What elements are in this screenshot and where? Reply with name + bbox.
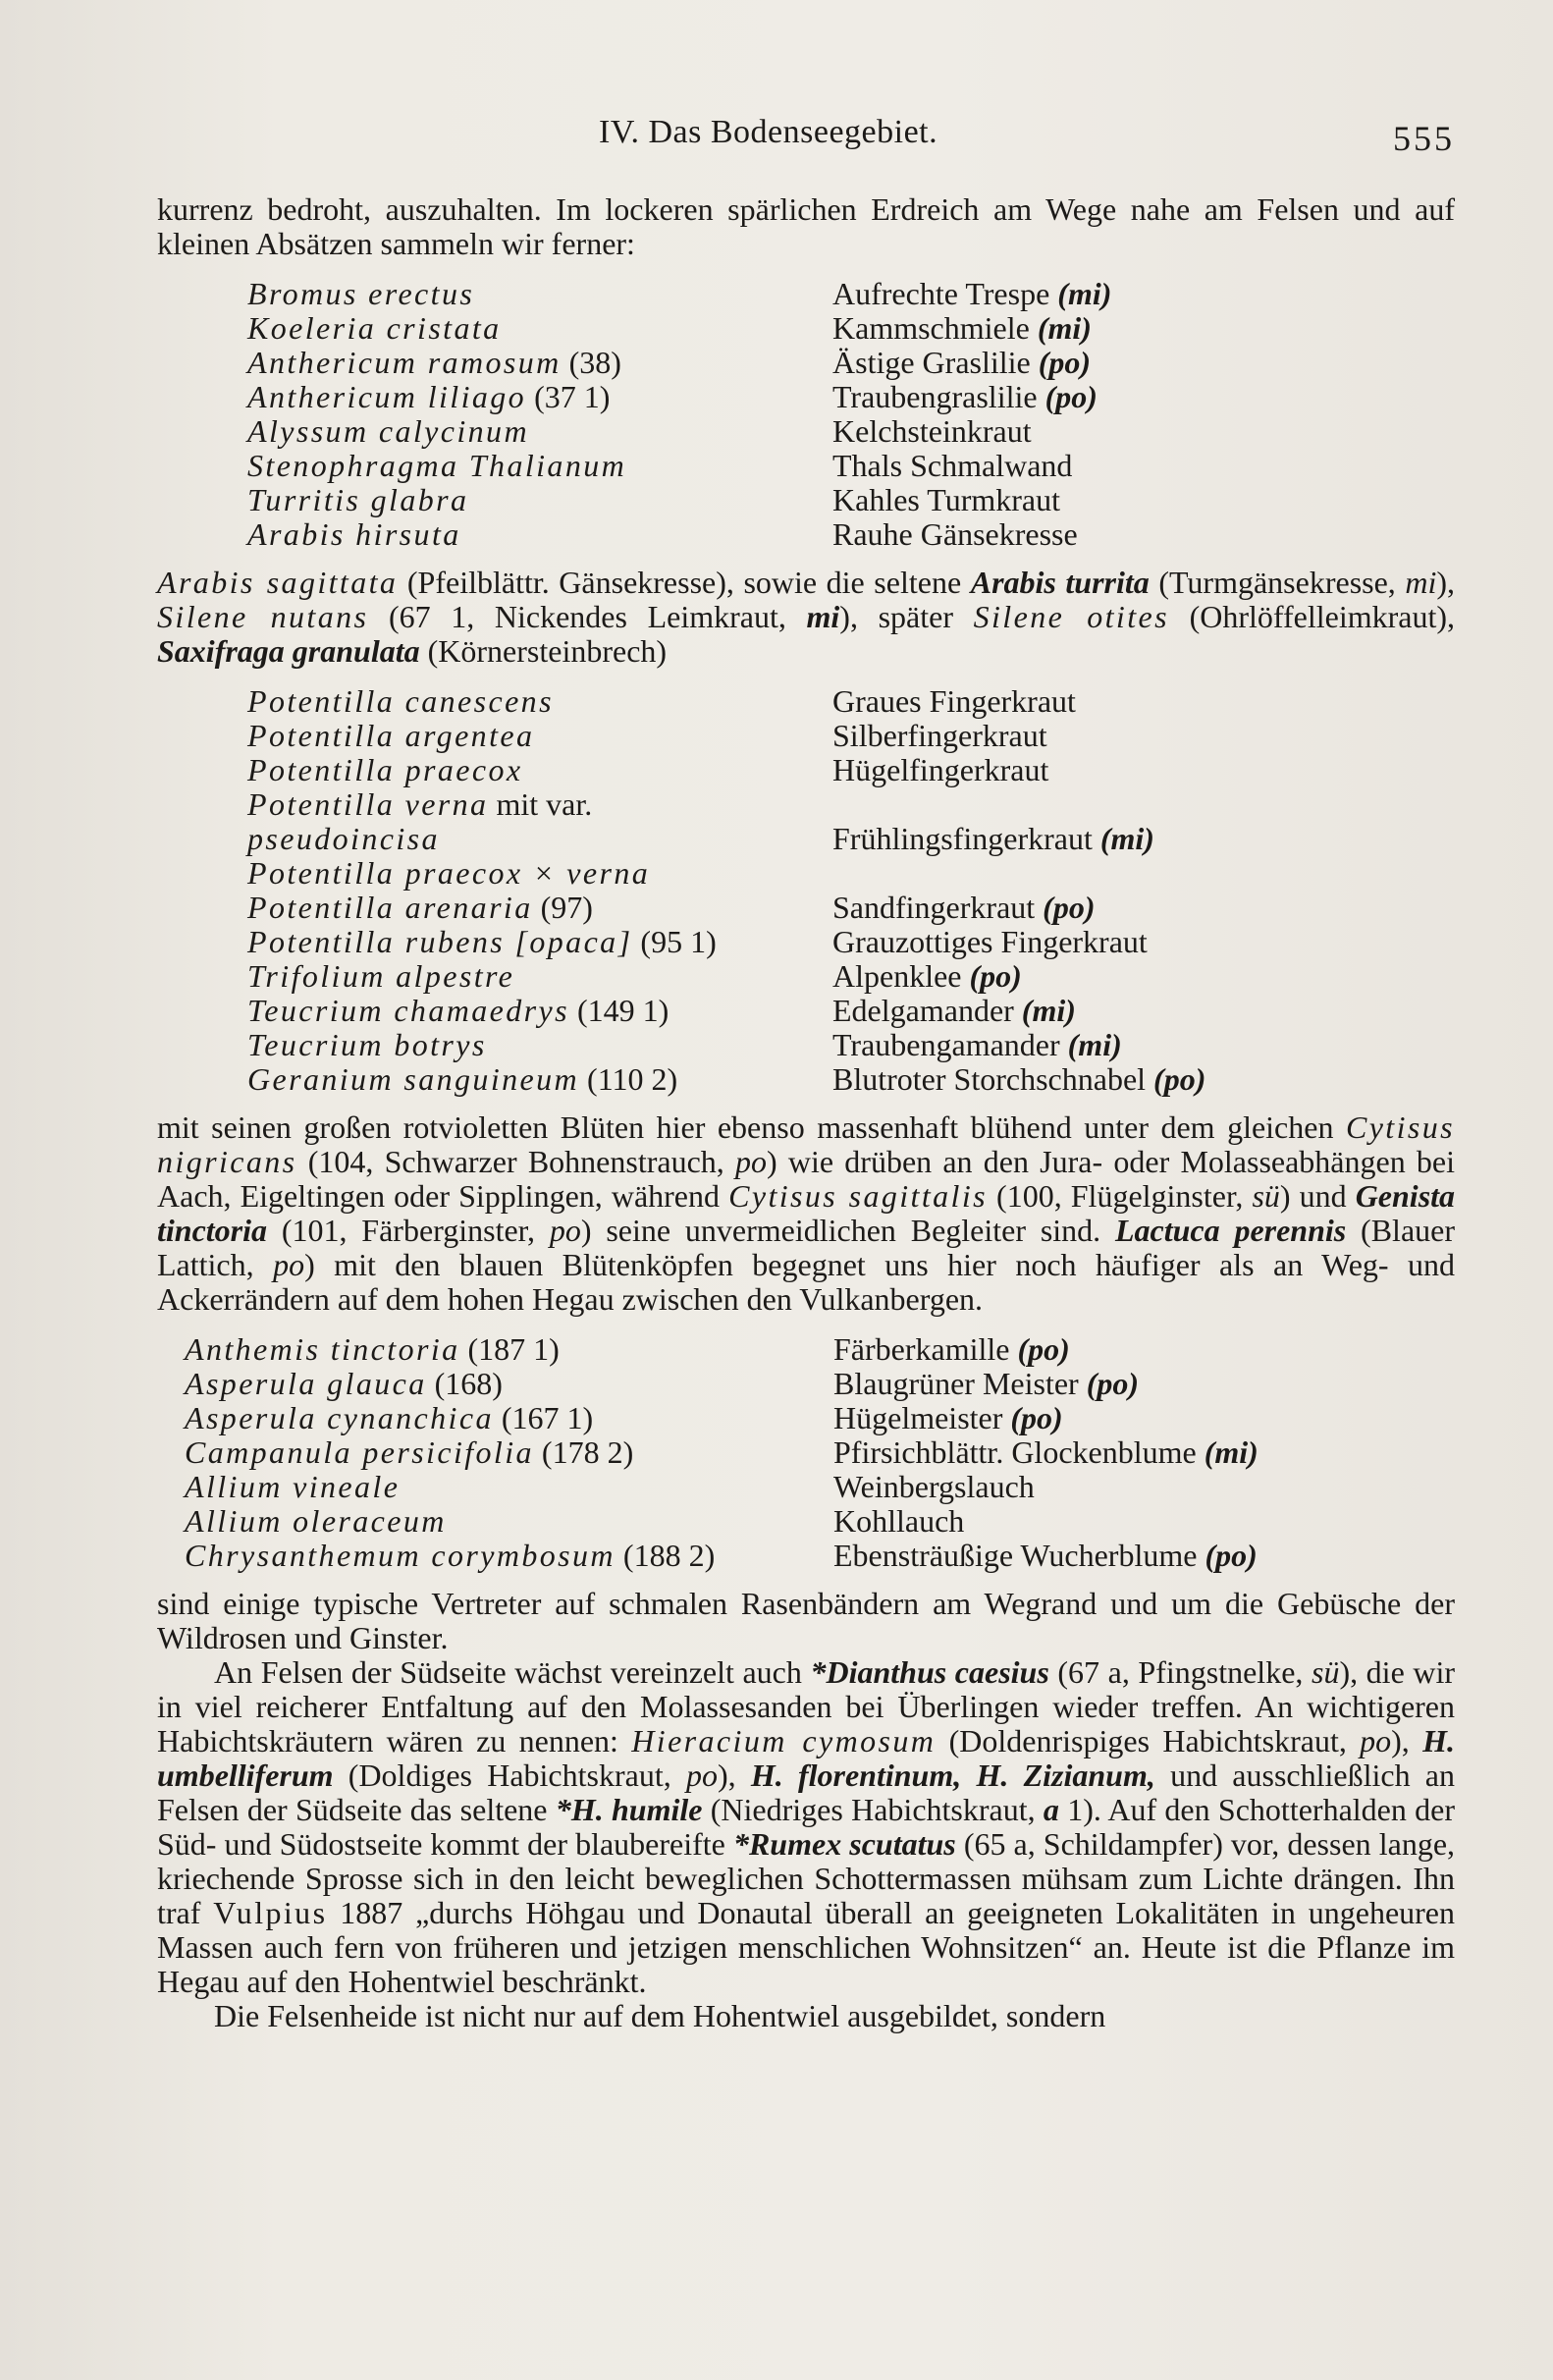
figure-reference: (178 2) (541, 1434, 634, 1470)
plant-row (247, 994, 1455, 1028)
chapter-title: IV. Das Bodenseegebiet. (599, 114, 938, 150)
german-name: Aufrechte Trespe (832, 276, 1050, 311)
plant-row (247, 449, 1455, 483)
plant-row (185, 1470, 1455, 1504)
plant-row (185, 1367, 1455, 1401)
latin-name-cell (247, 856, 832, 891)
latin-name: Potentilla argentea (247, 718, 535, 753)
latin-name-cell (247, 1028, 832, 1062)
figure-reference: (110 2) (587, 1061, 678, 1097)
german-name-cell (832, 311, 1455, 346)
latin-name: Potentilla verna (247, 786, 489, 822)
habitat-tag: (po) (1017, 1331, 1070, 1367)
page-number: 555 (1393, 119, 1455, 158)
german-name-cell (833, 1539, 1455, 1573)
habitat-tag: (mi) (1037, 310, 1092, 346)
latin-name: Potentilla canescens (247, 683, 554, 719)
latin-name: Bromus erectus (247, 276, 475, 311)
paragraph-intro: kurrenz bedroht, auszuhalten. Im lockeren spärlichen Erdreich am Wege nahe am Felsen und auf kleinen Absätzen sammeln wir ferner: (157, 191, 1455, 261)
german-name: Kahles Turmkraut (832, 482, 1060, 517)
plant-row (247, 959, 1455, 994)
figure-reference: mit var. (496, 786, 593, 822)
german-name-cell (832, 517, 1455, 552)
german-name-cell (833, 1435, 1455, 1470)
habitat-tag: (po) (1153, 1061, 1206, 1097)
paragraph-felsen: An Felsen der Südseite wächst vereinzelt auch *Dianthus caesius (67 a, Pfingstnelke, sü), die wir in viel reicherer Entfaltung auf den Molassesanden bei Überlingen wieder treffen. An wichtigeren Habichtskräutern wären zu nennen: Hieracium cymosum (Doldenrispiges Habichtskraut, po), H. umbelliferum (Doldiges Habichtskraut, po), H. florentinum, H. Zizianum, und ausschließlich an Felsen der Südseite das seltene *H. humile (Niedriges Habichtskraut, a 1). Auf den Schotterhalden der Süd- und Südostseite kommt der blaubereifte *Rumex scutatus (65 a, Schildampfer) vor, dessen lange, kriechende Sprosse sich in den leicht beweglichen Schottermassen mühsam zum Lichte drängen. Ihn traf Vulpius 1887 „durchs Höhgau und Donautal überall an geeigneten Lokalitäten in ungeheuren Massen auch fern von früheren und jetzigen menschlichen Wohnsitzen“ an. Heute ist die Pflanze im Hegau auf den Hohentwiel beschränkt. (157, 1654, 1456, 1999)
habitat-tag: (po) (1205, 1538, 1258, 1573)
paragraph-felsenheide: Die Felsenheide ist nicht nur auf dem Hohentwiel ausgebildet, sondern (214, 1998, 1106, 2033)
habitat-tag: (po) (1010, 1400, 1063, 1435)
latin-name-cell (247, 822, 832, 856)
figure-reference: (149 1) (576, 993, 669, 1028)
plant-row (247, 753, 1455, 787)
habitat-tag: (po) (1038, 345, 1092, 380)
latin-name: Potentilla rubens [opaca] (247, 924, 633, 959)
plant-row (185, 1539, 1455, 1573)
latin-name: Alyssum calycinum (247, 413, 529, 449)
german-name-cell (832, 277, 1455, 311)
text-body (157, 192, 1455, 2033)
german-name: Silberfingerkraut (832, 718, 1047, 753)
latin-name-cell (247, 787, 832, 822)
latin-name-cell (185, 1539, 833, 1573)
german-name-cell (832, 787, 1455, 822)
latin-name: Teucrium chamaedrys (247, 993, 569, 1028)
german-name-cell (832, 684, 1455, 719)
plant-row (247, 719, 1455, 753)
latin-name-cell (185, 1401, 833, 1435)
habitat-tag: (po) (969, 958, 1022, 994)
figure-reference: (187 1) (467, 1331, 560, 1367)
german-name: Blutroter Storchschnabel (832, 1061, 1147, 1097)
habitat-tag: (mi) (1057, 276, 1112, 311)
latin-name-cell (185, 1470, 833, 1504)
plant-row (247, 787, 1455, 822)
german-name: Grauzottiges Fingerkraut (832, 924, 1148, 959)
figure-reference: (167 1) (501, 1400, 594, 1435)
habitat-tag: (mi) (1021, 993, 1076, 1028)
paragraph-cytisus: mit seinen großen rotvioletten Blüten hier ebenso massenhaft blühend unter dem gleichen Cytisus nigricans (104, Schwarzer Bohnenstrauch, po) wie drüben an den Jura- oder Molasseabhängen bei Aach, Eigeltingen oder Sipplingen, während Cytisus sagittalis (100, Flügelginster, sü) und Genista tinctoria (101, Färberginster, po) seine unvermeidlichen Begleiter sind. Lactuca perennis (Blauer Lattich, po) mit den blauen Blütenköpfen begegnet uns hier noch häufiger als an Weg- und Ackerrändern auf dem hohen Hegau zwischen den Vulkanbergen. (157, 1109, 1456, 1317)
plant-row (247, 1028, 1455, 1062)
latin-name-cell (247, 684, 832, 719)
latin-name-cell (247, 925, 832, 959)
german-name-cell (833, 1367, 1455, 1401)
paragraph-arabis: Arabis sagittata (Pfeilblättr. Gänsekresse), sowie die seltene Arabis turrita (Turmgänsekresse, mi), Silene nutans (67 1, Nickendes Leimkraut, mi), später Silene otites (Ohrlöffelleimkraut), Saxifraga granulata (Körnersteinbrech) (157, 565, 1456, 669)
habitat-tag: (mi) (1204, 1434, 1258, 1470)
latin-name: Turritis glabra (247, 482, 469, 517)
plant-list-1 (247, 277, 1455, 552)
german-name: Weinbergslauch (833, 1469, 1035, 1504)
latin-name: Asperula cynanchica (185, 1400, 494, 1435)
plant-row (247, 277, 1455, 311)
german-name-cell (832, 822, 1455, 856)
latin-name-cell (247, 994, 832, 1028)
plant-list-2 (247, 684, 1455, 1097)
german-name: Pfirsichblättr. Glockenblume (833, 1434, 1197, 1470)
latin-name-cell (247, 753, 832, 787)
latin-name-cell (247, 959, 832, 994)
latin-name: Allium vineale (185, 1469, 401, 1504)
german-name: Kohllauch (833, 1503, 965, 1539)
latin-name: Anthemis tinctoria (185, 1331, 460, 1367)
plant-row (247, 517, 1455, 552)
german-name: Frühlingsfingerkraut (832, 821, 1093, 856)
german-name-cell (832, 414, 1455, 449)
german-name: Graues Fingerkraut (832, 683, 1076, 719)
latin-name-cell (247, 277, 832, 311)
german-name: Hügelmeister (833, 1400, 1003, 1435)
german-name: Blaugrüner Meister (833, 1366, 1079, 1401)
plant-row (247, 311, 1455, 346)
german-name-cell (833, 1504, 1455, 1539)
latin-name-cell (247, 1062, 832, 1097)
german-name-cell (832, 753, 1455, 787)
plant-row (247, 891, 1455, 925)
german-name-cell (832, 449, 1455, 483)
plant-row (185, 1401, 1455, 1435)
latin-name-cell (247, 719, 832, 753)
german-name-cell (832, 1028, 1455, 1062)
figure-reference: (95 1) (640, 924, 717, 959)
german-name-cell (832, 1062, 1455, 1097)
german-name-cell (832, 346, 1455, 380)
latin-name: Anthericum ramosum (247, 345, 562, 380)
figure-reference: (168) (434, 1366, 503, 1401)
plant-list-3 (185, 1332, 1455, 1573)
latin-name-cell (247, 891, 832, 925)
german-name: Sandfingerkraut (832, 890, 1036, 925)
german-name: Traubengraslilie (832, 379, 1038, 414)
latin-name-cell (185, 1332, 833, 1367)
latin-name-cell (185, 1504, 833, 1539)
plant-row (247, 346, 1455, 380)
plant-row (247, 380, 1455, 414)
german-name: Rauhe Gänsekresse (832, 516, 1078, 552)
plant-row (185, 1332, 1455, 1367)
latin-name: Asperula glauca (185, 1366, 427, 1401)
german-name-cell (833, 1332, 1455, 1367)
plant-row (247, 925, 1455, 959)
habitat-tag: (mi) (1067, 1027, 1122, 1062)
german-name: Traubengamander (832, 1027, 1060, 1062)
german-name-cell (833, 1470, 1455, 1504)
plant-row (247, 856, 1455, 891)
german-name: Kelchsteinkraut (832, 413, 1032, 449)
habitat-tag: (po) (1044, 379, 1098, 414)
figure-reference: (97) (540, 890, 593, 925)
latin-name: Trifolium alpestre (247, 958, 515, 994)
latin-name-cell (247, 414, 832, 449)
german-name: Ebensträußige Wucherblume (833, 1538, 1198, 1573)
plant-row (247, 414, 1455, 449)
german-name-cell (832, 380, 1455, 414)
figure-reference: (38) (568, 345, 621, 380)
latin-name: Koeleria cristata (247, 310, 502, 346)
latin-name: Anthericum liliago (247, 379, 527, 414)
running-header (157, 106, 1455, 165)
plant-row (247, 822, 1455, 856)
plant-row (247, 1062, 1455, 1097)
german-name: Alpenklee (832, 958, 962, 994)
plant-row (185, 1504, 1455, 1539)
latin-name: Potentilla praecox (247, 752, 523, 787)
latin-name-cell (185, 1367, 833, 1401)
plant-row (247, 483, 1455, 517)
german-name: Edelgamander (832, 993, 1014, 1028)
plant-row (247, 684, 1455, 719)
paragraph-rasen: sind einige typische Vertreter auf schmalen Rasenbändern am Wegrand und um die Gebüsche der Wildrosen und Ginster. (157, 1586, 1455, 1655)
german-name-cell (833, 1401, 1455, 1435)
latin-name: Chrysanthemum corymbosum (185, 1538, 616, 1573)
german-name: Ästige Graslilie (832, 345, 1031, 380)
latin-name: Potentilla arenaria (247, 890, 533, 925)
german-name-cell (832, 856, 1455, 891)
german-name: Kammschmiele (832, 310, 1030, 346)
latin-name-cell (185, 1435, 833, 1470)
german-name: Thals Schmalwand (832, 448, 1073, 483)
german-name-cell (832, 891, 1455, 925)
figure-reference: (188 2) (622, 1538, 716, 1573)
latin-name: Geranium sanguineum (247, 1061, 580, 1097)
latin-name: pseudoincisa (247, 821, 440, 856)
latin-name: Arabis hirsuta (247, 516, 461, 552)
german-name: Hügelfingerkraut (832, 752, 1049, 787)
latin-name-cell (247, 517, 832, 552)
latin-name-cell (247, 346, 832, 380)
german-name-cell (832, 994, 1455, 1028)
habitat-tag: (po) (1086, 1366, 1140, 1401)
plant-row (185, 1435, 1455, 1470)
latin-name-cell (247, 449, 832, 483)
habitat-tag: (mi) (1099, 821, 1154, 856)
latin-name-cell (247, 311, 832, 346)
german-name-cell (832, 925, 1455, 959)
latin-name-cell (247, 380, 832, 414)
latin-name: Stenophragma Thalianum (247, 448, 627, 483)
german-name-cell (832, 483, 1455, 517)
latin-name: Teucrium botrys (247, 1027, 487, 1062)
latin-name: Potentilla praecox × verna (247, 855, 651, 891)
latin-name-cell (247, 483, 832, 517)
latin-name: Campanula persicifolia (185, 1434, 534, 1470)
german-name: Färberkamille (833, 1331, 1010, 1367)
figure-reference: (37 1) (534, 379, 611, 414)
latin-name: Allium oleraceum (185, 1503, 447, 1539)
german-name-cell (832, 959, 1455, 994)
german-name-cell (832, 719, 1455, 753)
habitat-tag: (po) (1043, 890, 1096, 925)
